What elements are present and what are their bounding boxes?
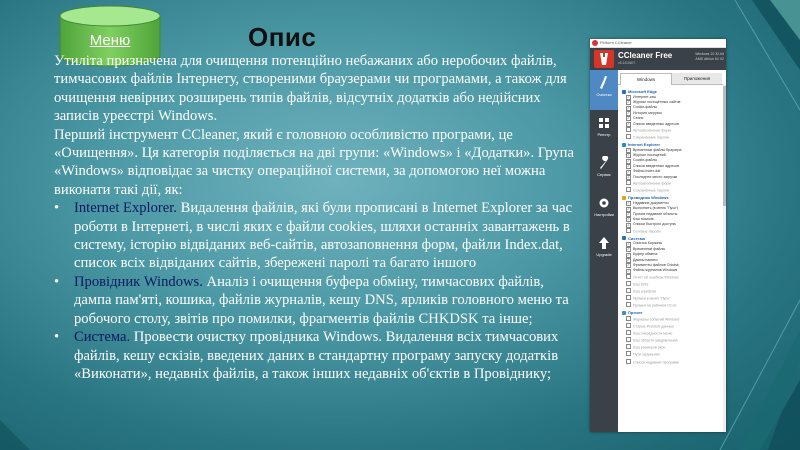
bullet-icon: • bbox=[54, 200, 60, 217]
checkbox[interactable]: ✓ bbox=[627, 105, 630, 110]
option-row[interactable] bbox=[622, 180, 726, 187]
checkbox[interactable]: ✓ bbox=[627, 222, 630, 227]
checkbox[interactable]: ✓ bbox=[627, 111, 630, 116]
option-label: Автозаполнение форм bbox=[633, 128, 671, 133]
sidebar-item-registry[interactable] bbox=[590, 110, 618, 150]
option-label: Кэш шрифтов bbox=[633, 289, 657, 294]
checkbox[interactable] bbox=[626, 127, 631, 132]
bullet-text: Аналіз і очищення буфера обміну, тимчасових файлів, дампа пам'яті, кошика, файлів журналів, кешу DNS, ярликів головного меню та робочого столу, звітів про помилки, фрагментів файлів CHKDSK та інше; bbox=[74, 273, 569, 327]
wrench-icon bbox=[598, 156, 610, 170]
gear-icon bbox=[598, 196, 610, 210]
ccleaner-window-title: Piriform CCleaner bbox=[600, 40, 632, 45]
option-label: Ярлыки в меню "Пуск" bbox=[633, 296, 671, 301]
option-label: Сохранённые пароли bbox=[633, 135, 669, 140]
option-row[interactable] bbox=[622, 274, 726, 281]
option-label: Файлы Index.dat bbox=[633, 169, 661, 174]
section-icon bbox=[622, 311, 626, 315]
ccleaner-main-panel bbox=[618, 70, 726, 432]
checkbox[interactable] bbox=[626, 295, 631, 300]
checkbox[interactable] bbox=[626, 330, 631, 335]
option-label: Сохранённые пароли bbox=[633, 188, 669, 193]
option-label: Список введенных адресов bbox=[633, 121, 679, 126]
option-label: Списки быстрого доступа bbox=[633, 222, 676, 227]
checkbox[interactable]: ✓ bbox=[627, 174, 630, 179]
option-row[interactable] bbox=[622, 127, 726, 134]
option-row[interactable] bbox=[622, 316, 726, 323]
section-icon bbox=[622, 236, 626, 240]
checkbox[interactable] bbox=[626, 288, 631, 293]
option-row[interactable] bbox=[622, 359, 726, 366]
option-label: Ярлыки на рабочем столе bbox=[633, 304, 677, 309]
checkbox[interactable] bbox=[626, 323, 631, 328]
section-icon bbox=[622, 143, 626, 147]
ccleaner-options-list bbox=[618, 85, 726, 366]
list-item bbox=[54, 199, 582, 273]
checkbox[interactable]: ✓ bbox=[627, 153, 630, 158]
sysinfo-line: AMD Athlon 64 X2 bbox=[695, 57, 724, 61]
option-row[interactable] bbox=[622, 323, 726, 330]
checkbox[interactable] bbox=[626, 351, 631, 356]
bullet-list bbox=[54, 199, 582, 383]
checkbox[interactable]: ✓ bbox=[627, 94, 630, 99]
option-label: Временные файлы браузера bbox=[633, 147, 682, 152]
sidebar-item-label: Upgrade bbox=[596, 252, 612, 257]
checkbox[interactable] bbox=[626, 316, 631, 321]
slide-title: Опис bbox=[248, 22, 317, 52]
bullet-icon: • bbox=[54, 329, 60, 346]
sysinfo-line: Windows 10 32-bit bbox=[695, 52, 724, 56]
checkbox[interactable]: ✓ bbox=[627, 169, 630, 174]
option-row[interactable] bbox=[622, 134, 726, 141]
checkbox[interactable]: ✓ bbox=[627, 158, 630, 163]
checkbox[interactable]: ✓ bbox=[627, 164, 630, 169]
checkbox[interactable] bbox=[626, 344, 631, 349]
ccleaner-version: v5.18.5607 bbox=[618, 61, 636, 65]
broom-icon bbox=[598, 76, 610, 90]
checkbox[interactable] bbox=[626, 337, 631, 342]
section-title: Система bbox=[628, 235, 645, 241]
section-title: Microsoft Edge bbox=[628, 89, 657, 94]
checkbox[interactable]: ✓ bbox=[627, 211, 630, 216]
sidebar-item-settings[interactable] bbox=[590, 190, 618, 230]
list-item bbox=[54, 273, 582, 328]
tab-applications[interactable]: Приложения bbox=[672, 73, 722, 84]
option-row[interactable] bbox=[622, 228, 726, 235]
option-label: Выполнить (в меню "Пуск") bbox=[633, 206, 679, 211]
sidebar-item-label: Очистка bbox=[596, 92, 612, 97]
option-label: Прочие недавние объекты bbox=[633, 211, 678, 216]
checkbox[interactable] bbox=[626, 281, 631, 286]
option-label: Дампы памяти bbox=[633, 257, 658, 262]
option-label: Временные файлы bbox=[633, 246, 666, 251]
option-label: Недавние документы bbox=[633, 200, 669, 205]
tab-windows[interactable]: Windows bbox=[620, 73, 672, 85]
option-label: Кэш DNS bbox=[633, 282, 649, 287]
ccleaner-screenshot bbox=[590, 39, 726, 432]
option-label: Кэш эскизов bbox=[633, 217, 654, 222]
option-label: Файлы журналов Windows bbox=[633, 268, 678, 273]
checkbox[interactable]: ✓ bbox=[627, 206, 630, 211]
description-text bbox=[54, 52, 582, 383]
ccleaner-tabs bbox=[618, 70, 726, 85]
option-label: Журнал посещённых сайтов bbox=[633, 99, 681, 104]
sidebar-item-upgrade[interactable] bbox=[590, 230, 618, 270]
ccleaner-header bbox=[590, 48, 726, 70]
bullet-icon: • bbox=[54, 273, 60, 290]
option-label: Старые Prefetch-данные bbox=[633, 324, 675, 329]
section-icon bbox=[622, 196, 626, 200]
upgrade-arrow-icon bbox=[598, 236, 610, 250]
intro-paragraph: Утиліта призначена для очищення потенційно небажаних або неробочих файлів, тимчасових файлів Інтернету, створеними браузерами чи програмами, а також для очищення невірних розширень типів файлів, відсутніх додатків або недійсних записів уреєстрі Windows. bbox=[54, 53, 567, 125]
checkbox[interactable]: ✓ bbox=[627, 252, 630, 257]
cleaning-paragraph: Перший інструмент CCleaner, який є головною особливістю програми, це «Очищення». Ця категорія поділяється на дві групи: «Windows» і «Додатки». Група «Windows» відповідає за чистку операційної системи, за допомогою неї можна виконати такі дії, як: bbox=[54, 126, 574, 198]
checkbox[interactable]: ✓ bbox=[627, 257, 630, 262]
sidebar-item-label: Настройки bbox=[594, 212, 614, 217]
option-label: Cookie-файлы bbox=[633, 158, 658, 163]
checkbox[interactable]: ✓ bbox=[627, 147, 630, 152]
bullet-term: Система. bbox=[74, 329, 131, 346]
bullet-text: Провести очистку провідника Windows. Видалення всіх тимчасових файлів, кешу ескізів, введених даних в стандартну програму запуску додатків «Виконати», недавніх файлів, а також інших недавніх об'єктів в Провіднику; bbox=[74, 329, 559, 382]
checkbox[interactable]: ✓ bbox=[627, 116, 630, 121]
ccleaner-small-icon bbox=[592, 40, 598, 46]
scrollbar-thumb[interactable] bbox=[723, 86, 726, 206]
checkbox[interactable] bbox=[626, 180, 631, 185]
checkbox[interactable] bbox=[626, 302, 631, 307]
ccleaner-logo-icon bbox=[594, 50, 614, 68]
bullet-text: Видалення файлів, які були прописані в Internet Explorer за час роботи в Інтернеті, в числі яких є файли cookies, шляхи останніх завантажень в систему, історію відвіданих веб-сайтів, автозаповнення форм, файли Index.dat, список всіх відвіданих сайтів, збережені паролі та багато іншого bbox=[74, 200, 573, 272]
option-row[interactable] bbox=[622, 295, 726, 302]
checkbox[interactable]: ✓ bbox=[627, 217, 630, 222]
ccleaner-app-name: CCleaner Free bbox=[618, 51, 673, 60]
option-row[interactable] bbox=[622, 302, 726, 309]
option-label: Cookie-файлы bbox=[633, 105, 658, 110]
checkbox[interactable]: ✓ bbox=[627, 241, 630, 246]
menu-link[interactable]: Меню bbox=[89, 32, 131, 49]
checkbox[interactable]: ✓ bbox=[627, 268, 630, 273]
checkbox[interactable] bbox=[626, 228, 631, 233]
option-label: Список недавних программ bbox=[633, 360, 679, 365]
registry-icon bbox=[598, 116, 610, 130]
option-label: Отчёт об ошибках Windows bbox=[633, 275, 679, 280]
list-item bbox=[54, 328, 582, 383]
option-label: Кэш очерёдности меню bbox=[633, 331, 673, 336]
ccleaner-sysinfo bbox=[695, 52, 724, 62]
option-label: История загрузок bbox=[633, 110, 662, 115]
checkbox[interactable]: ✓ bbox=[627, 263, 630, 268]
checkbox[interactable] bbox=[626, 187, 631, 192]
bullet-term: Провідник Windows. bbox=[74, 273, 203, 290]
option-row[interactable] bbox=[622, 351, 726, 358]
section-icon bbox=[622, 90, 626, 94]
option-label: Журналы событий Windows bbox=[633, 317, 680, 322]
option-label: Кэш размеров окон bbox=[633, 346, 666, 351]
option-label: Журнал посещений bbox=[633, 153, 666, 158]
option-label: Последнее место загрузки bbox=[633, 174, 678, 179]
checkbox[interactable] bbox=[626, 359, 631, 364]
option-label: Очистка Корзины bbox=[633, 241, 663, 246]
bullet-term: Internet Explorer. bbox=[74, 200, 177, 217]
checkbox[interactable] bbox=[626, 274, 631, 279]
checkbox[interactable]: ✓ bbox=[627, 201, 630, 206]
option-row[interactable] bbox=[622, 337, 726, 344]
ccleaner-titlebar bbox=[590, 39, 726, 48]
option-row[interactable] bbox=[622, 288, 726, 295]
section-title: Internet Explorer bbox=[628, 142, 661, 148]
sidebar-item-clean[interactable] bbox=[590, 70, 618, 110]
sidebar-item-label: Сервис bbox=[597, 172, 611, 177]
option-label: Автозаполнение форм bbox=[633, 181, 671, 186]
option-label: Буфер обмена bbox=[633, 252, 658, 257]
option-label: Сетевые пароли bbox=[633, 229, 661, 234]
option-label: Сеанс bbox=[633, 116, 644, 121]
section-title: Прочее bbox=[628, 310, 643, 316]
checkbox[interactable]: ✓ bbox=[627, 247, 630, 252]
checkbox[interactable]: ✓ bbox=[627, 121, 630, 126]
sidebar-item-tools[interactable] bbox=[590, 150, 618, 190]
ccleaner-scrollbar[interactable] bbox=[723, 84, 726, 432]
option-row[interactable] bbox=[622, 281, 726, 288]
ccleaner-sidebar bbox=[590, 70, 618, 432]
checkbox[interactable]: ✓ bbox=[627, 100, 630, 105]
option-row[interactable] bbox=[622, 187, 726, 194]
option-label: Интернет-кэш bbox=[633, 94, 657, 99]
option-label: Пути окружения bbox=[633, 353, 660, 358]
sidebar-item-label: Реестр bbox=[597, 132, 611, 137]
option-label: Фрагменты файлов Chkdsk bbox=[633, 263, 679, 268]
section-title: Проводник Windows bbox=[628, 195, 669, 201]
option-row[interactable] bbox=[622, 344, 726, 351]
option-label: Кэш области уведомлений bbox=[633, 338, 678, 343]
option-row[interactable] bbox=[622, 330, 726, 337]
checkbox[interactable] bbox=[626, 134, 631, 139]
option-label: Список введенных адресов bbox=[633, 163, 679, 168]
